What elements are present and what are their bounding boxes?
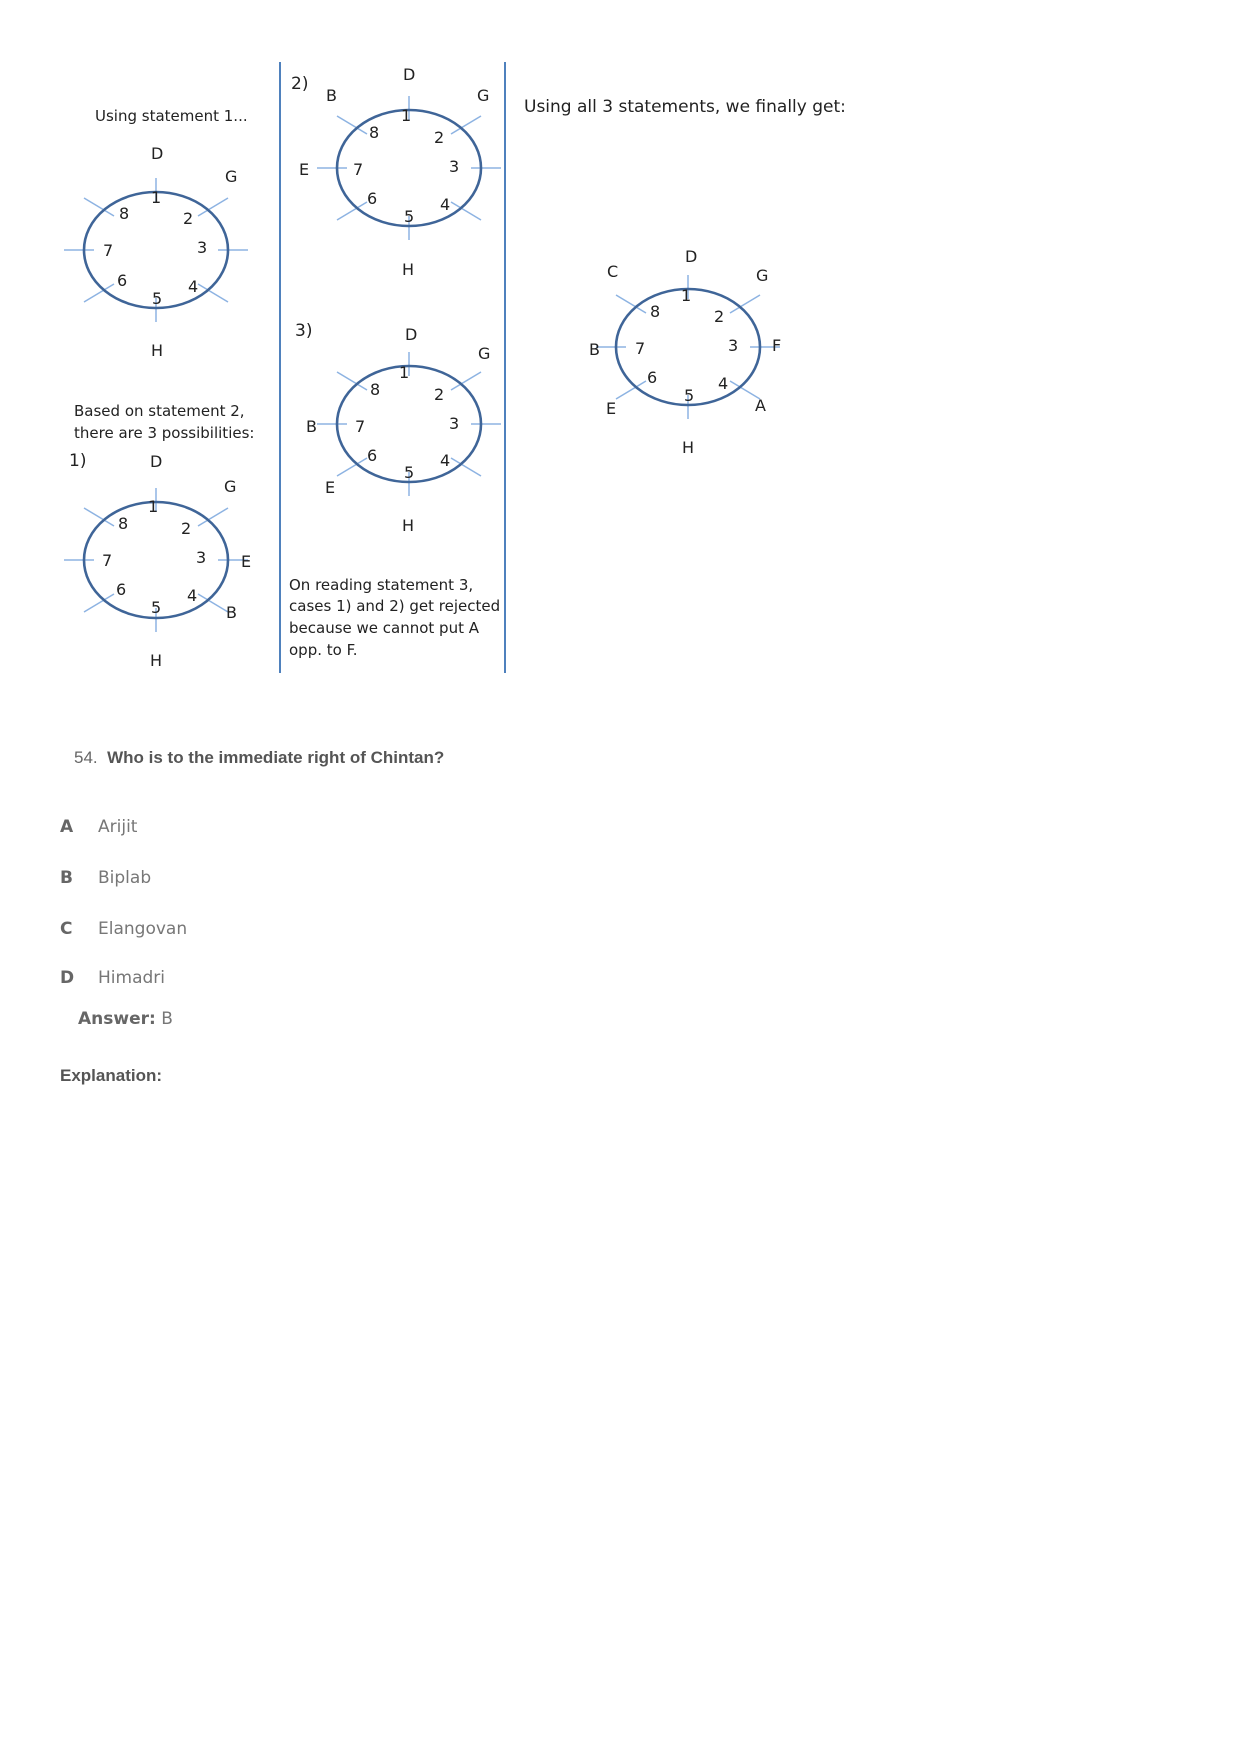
- final-label-b: B: [589, 340, 600, 359]
- case3-number: 3): [295, 321, 313, 341]
- case2-number: 2): [291, 74, 309, 94]
- svg-text:7: 7: [103, 241, 114, 260]
- svg-text:5: 5: [152, 289, 163, 308]
- case2-label-e: E: [299, 160, 310, 179]
- svg-text:because we cannot put A: because we cannot put A: [289, 619, 479, 637]
- case3-label-g: G: [478, 344, 491, 363]
- case3-seat-numbers: [355, 363, 459, 482]
- svg-text:3: 3: [449, 157, 460, 176]
- option-letter: B: [60, 868, 73, 888]
- svg-text:3: 3: [449, 414, 460, 433]
- svg-text:2: 2: [183, 209, 194, 228]
- answer: [78, 1009, 173, 1029]
- option-a[interactable]: [60, 817, 137, 837]
- option-letter: C: [60, 919, 73, 939]
- case2-label-h: H: [402, 260, 415, 279]
- question-number: 54.: [74, 748, 98, 767]
- svg-text:2: 2: [181, 519, 192, 538]
- svg-text:1: 1: [148, 497, 159, 516]
- final-label-h: H: [682, 438, 695, 457]
- statement2-caption-line1: Based on statement 2,: [74, 402, 245, 420]
- svg-text:2: 2: [714, 307, 725, 326]
- svg-text:5: 5: [404, 463, 415, 482]
- case1-number: 1): [69, 451, 87, 471]
- svg-text:On reading statement 3,: On reading statement 3,: [289, 576, 474, 594]
- case2-label-g: G: [477, 86, 490, 105]
- svg-text:7: 7: [353, 160, 364, 179]
- answer-label: Answer:: [78, 1009, 156, 1029]
- panel1-seat-numbers: [103, 188, 207, 308]
- option-text: Arijit: [98, 817, 138, 837]
- case2-label-d: D: [403, 65, 416, 84]
- svg-text:4: 4: [718, 374, 729, 393]
- svg-text:2: 2: [434, 385, 445, 404]
- case3-label-d: D: [405, 325, 418, 344]
- svg-text:3: 3: [196, 548, 207, 567]
- case1-label-d: D: [150, 452, 163, 471]
- panel1-label-h: H: [151, 341, 164, 360]
- svg-text:1: 1: [681, 286, 692, 305]
- panel1-label-d: D: [151, 144, 164, 163]
- svg-text:5: 5: [684, 386, 695, 405]
- svg-text:8: 8: [118, 514, 129, 533]
- svg-text:4: 4: [440, 451, 451, 470]
- svg-text:7: 7: [102, 551, 113, 570]
- svg-text:6: 6: [647, 368, 658, 387]
- case2-seat-numbers: [353, 106, 459, 226]
- panel1-label-g: G: [225, 167, 238, 186]
- final-seat-numbers: [635, 286, 738, 405]
- option-d[interactable]: [60, 968, 165, 988]
- option-text: Himadri: [98, 968, 165, 988]
- case3-label-b: B: [306, 417, 317, 436]
- svg-text:6: 6: [117, 271, 128, 290]
- option-text: Elangovan: [98, 919, 188, 939]
- option-c[interactable]: [60, 919, 187, 939]
- option-text: Biplab: [98, 868, 152, 888]
- statement2-caption-line2: there are 3 possibilities:: [74, 424, 255, 442]
- final-label-d: D: [685, 247, 698, 266]
- svg-text:6: 6: [116, 580, 127, 599]
- svg-text:4: 4: [187, 586, 198, 605]
- panel1-caption: Using statement 1...: [95, 107, 248, 125]
- seating-arrangement-figure: [0, 0, 1240, 700]
- final-label-a: A: [755, 396, 766, 415]
- svg-text:8: 8: [119, 204, 130, 223]
- svg-text:8: 8: [369, 123, 380, 142]
- svg-text:1: 1: [151, 188, 162, 207]
- case3-label-h: H: [402, 516, 415, 535]
- svg-text:5: 5: [151, 598, 162, 617]
- svg-text:opp. to F.: opp. to F.: [289, 641, 358, 659]
- statement3-caption: [289, 576, 500, 659]
- option-b[interactable]: [60, 868, 151, 888]
- svg-text:6: 6: [367, 189, 378, 208]
- svg-text:4: 4: [440, 195, 451, 214]
- final-label-f: F: [772, 336, 782, 355]
- svg-text:7: 7: [635, 339, 646, 358]
- final-label-g: G: [756, 266, 769, 285]
- svg-text:3: 3: [728, 336, 739, 355]
- svg-text:1: 1: [401, 106, 412, 125]
- question-text: Who is to the immediate right of Chintan?: [107, 748, 445, 767]
- svg-text:7: 7: [355, 417, 366, 436]
- svg-text:1: 1: [399, 363, 410, 382]
- case3-label-e: E: [325, 478, 336, 497]
- question: [74, 748, 444, 768]
- svg-text:2: 2: [434, 128, 445, 147]
- svg-text:4: 4: [188, 277, 199, 296]
- svg-text:3: 3: [197, 238, 208, 257]
- option-letter: A: [60, 817, 74, 837]
- svg-text:5: 5: [404, 207, 415, 226]
- case1-label-h: H: [150, 651, 163, 670]
- svg-text:cases 1) and 2) get rejected: cases 1) and 2) get rejected: [289, 597, 501, 615]
- final-label-c: C: [607, 262, 619, 281]
- final-caption: Using all 3 statements, we finally get:: [524, 97, 846, 117]
- svg-text:8: 8: [370, 380, 381, 399]
- svg-text:8: 8: [650, 302, 661, 321]
- case2-label-b: B: [326, 86, 337, 105]
- case1-label-e: E: [241, 552, 252, 571]
- final-label-e: E: [606, 399, 617, 418]
- case1-label-g: G: [224, 477, 237, 496]
- svg-text:6: 6: [367, 446, 378, 465]
- case1-seat-numbers: [102, 497, 206, 617]
- explanation-label: Explanation:: [60, 1066, 163, 1085]
- answer-value: B: [161, 1009, 173, 1029]
- option-letter: D: [60, 968, 75, 988]
- case1-label-b: B: [226, 603, 237, 622]
